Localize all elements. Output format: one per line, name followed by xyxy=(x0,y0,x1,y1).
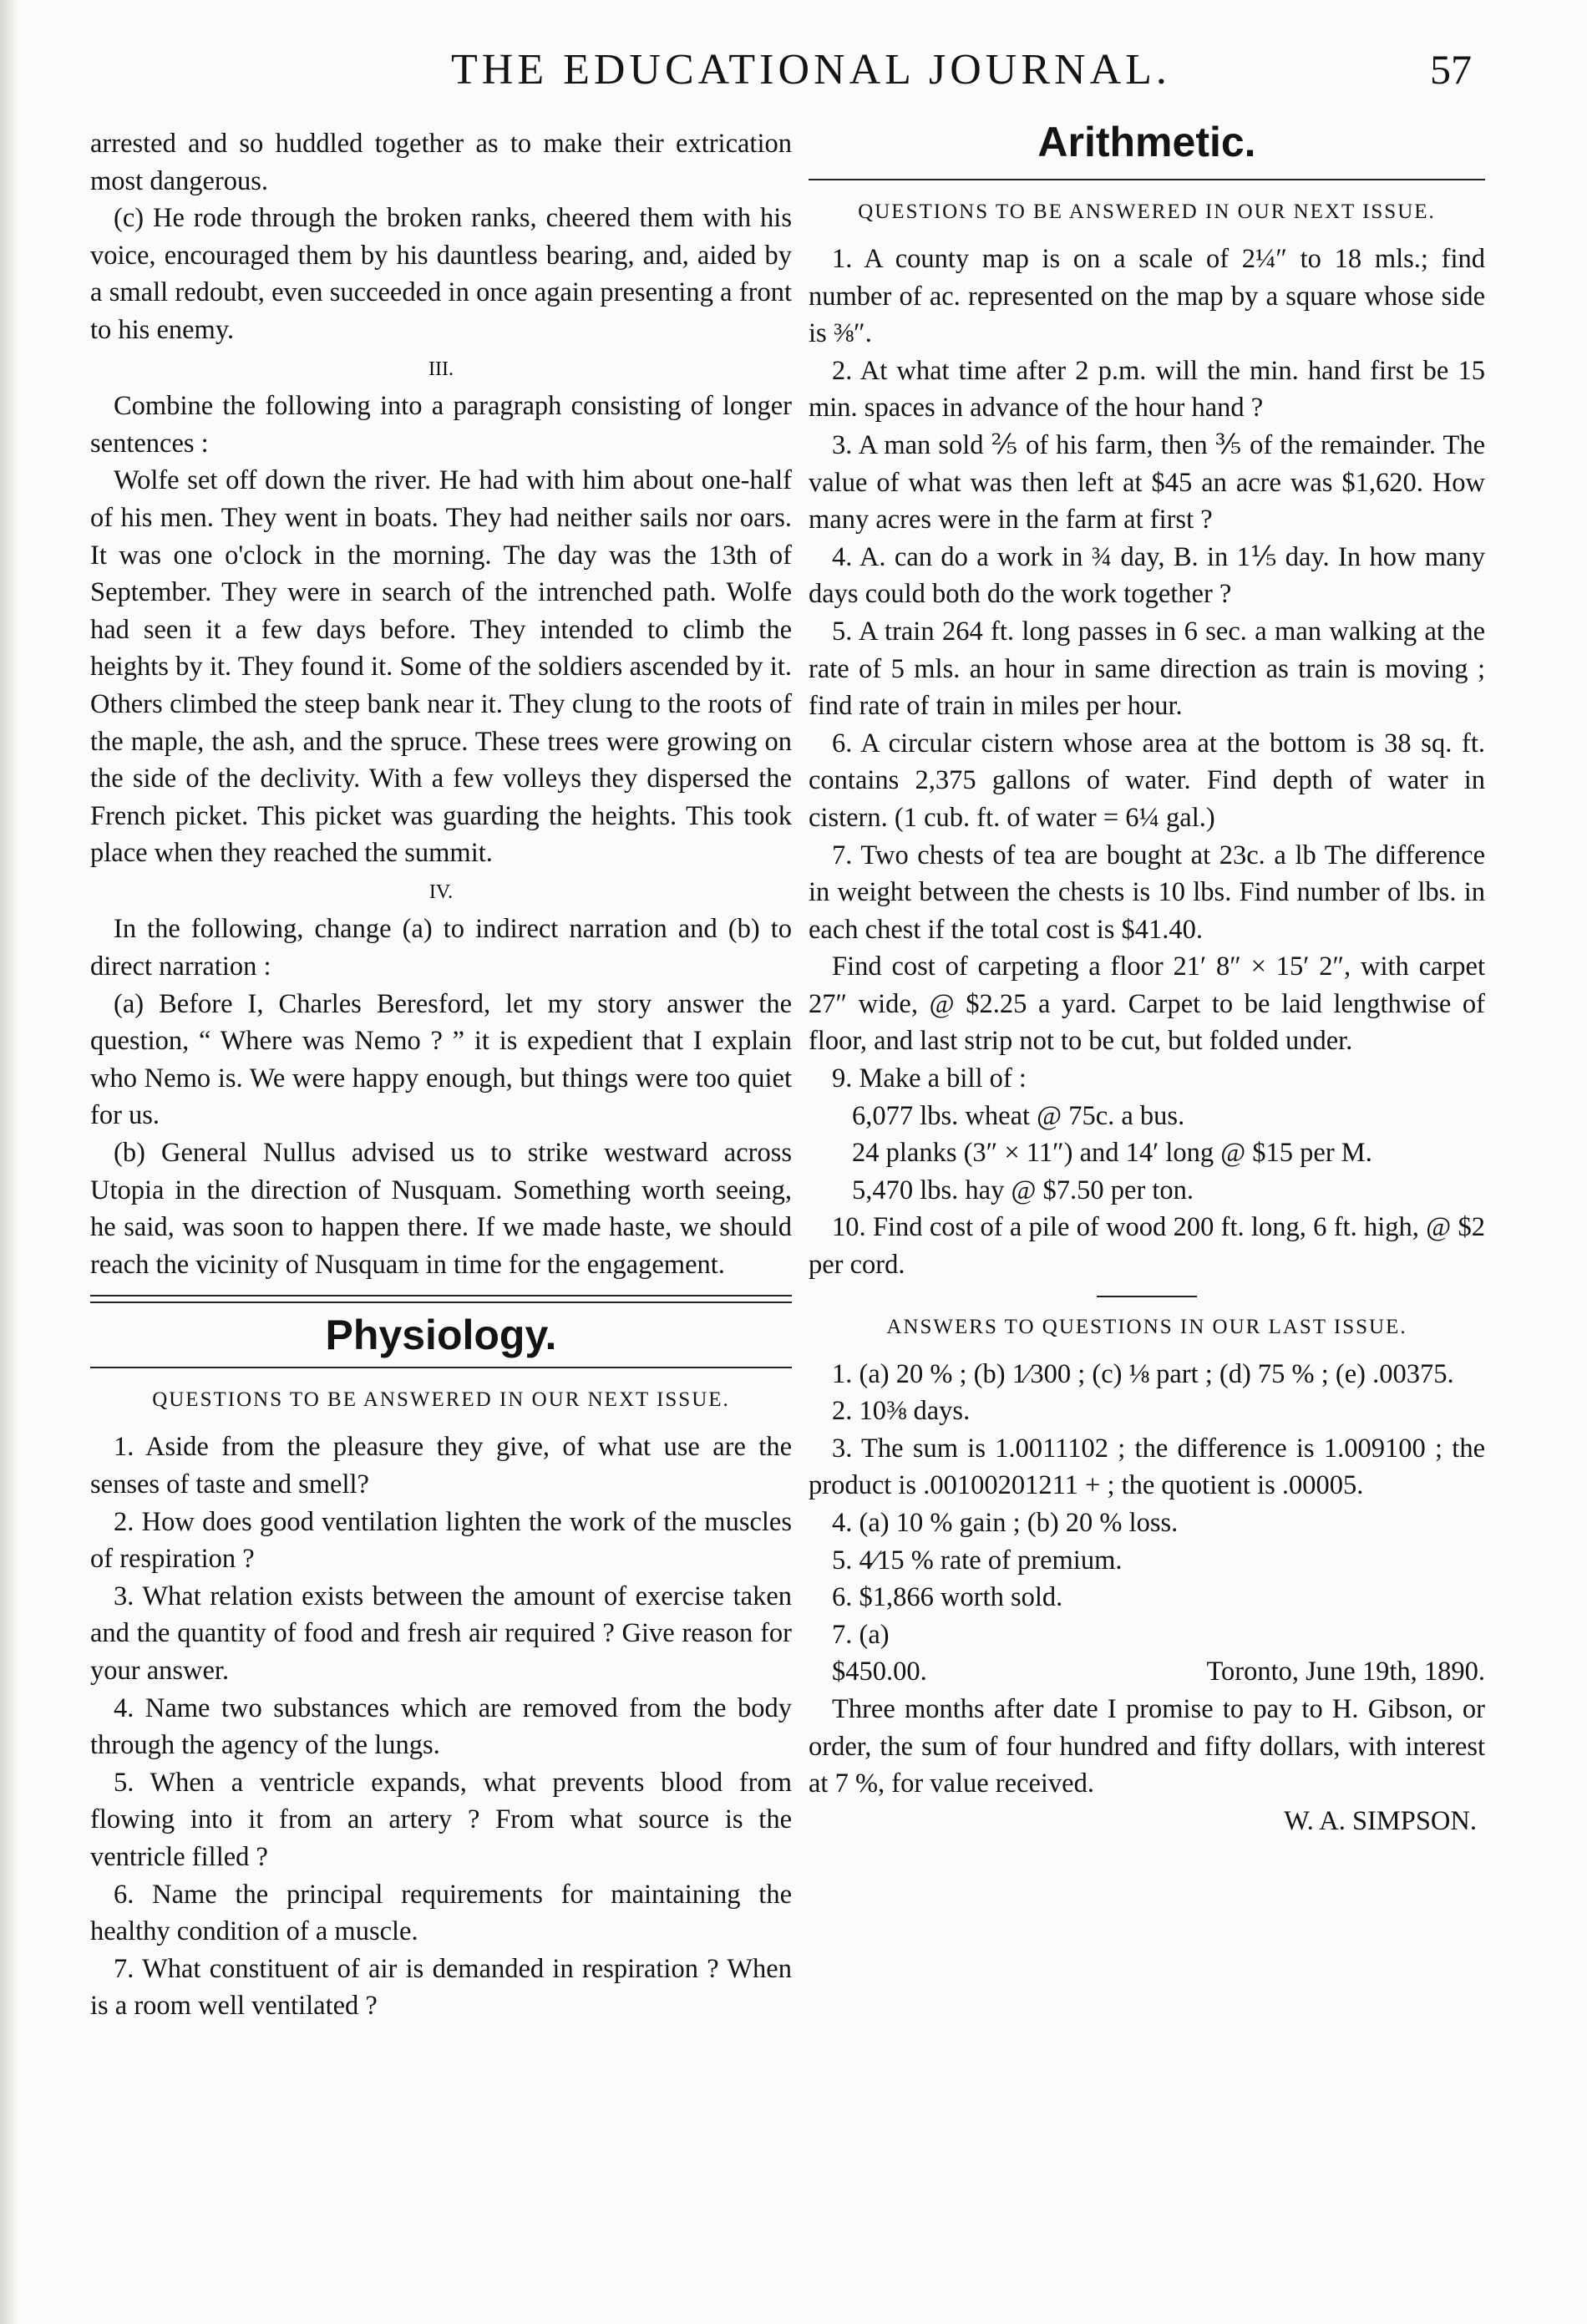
left-column xyxy=(90,125,792,2025)
question-item: 6. Name the principal requirements for maintaining the healthy condition of a muscle. xyxy=(90,1879,792,1947)
answer-item: 3. The sum is 1.0011102 ; the difference is 1.009100 ; the product is .00100201211 + ; the quotient is .00005. xyxy=(809,1433,1485,1501)
section-iv-part-b: (b) General Nullus advised us to strike westward across Utopia in the direction of Nusquam. Something worth seeing, he said, was soon to happen there. If we made haste, we should reach the vicinity of Nusquam in time for the engagement. xyxy=(90,1138,792,1280)
question-item: 5. When a ventricle expands, what prevents blood from flowing into it from an artery ? From what source is the ventricle filled ? xyxy=(90,1767,792,1872)
answer-item: 5. 4⁄15 % rate of premium. xyxy=(832,1545,1123,1576)
answer-item: 4. (a) 10 % gain ; (b) 20 % loss. xyxy=(832,1508,1179,1538)
question-item: 10. Find cost of a pile of wood 200 ft. long, 6 ft. high, @ $2 per cord. xyxy=(809,1212,1485,1281)
question-item: 4. Name two substances which are removed from the body through the agency of the lungs. xyxy=(90,1692,792,1761)
promissory-note-header xyxy=(809,1653,1485,1691)
question-item: 4. A. can do a work in ¾ day, B. in 1⅕ day. In how many days could both do the work together ? xyxy=(809,541,1485,610)
answer-item: 2. 10⅜ days. xyxy=(832,1396,971,1427)
scan-edge-shadow xyxy=(0,0,18,2324)
arithmetic-heading: Arithmetic. xyxy=(1037,119,1256,165)
note-amount: $450.00. xyxy=(832,1657,927,1687)
heading-rule xyxy=(90,1367,792,1368)
question-item: 5. A train 264 ft. long passes in 6 sec. a man walking at the rate of 5 mls. an hour in same direction as train is moving ; find rate of train in miles per hour. xyxy=(809,616,1485,722)
question-item: 2. How does good ventilation lighten the work of the muscles of respiration ? xyxy=(90,1506,792,1575)
paragraph: arrested and so huddled together as to make their extrication most dangerous. xyxy=(90,129,792,196)
bill-item: 6,077 lbs. wheat @ 75c. a bus. xyxy=(852,1100,1185,1131)
paragraph: (c) He rode through the broken ranks, cheered them with his voice, encouraged them by his dauntless bearing, and, aided by a small redoubt, even succeeded in once again presenting a front to his enemy. xyxy=(90,203,792,345)
answer-item: 7. (a) xyxy=(832,1619,890,1650)
question-item: 6. A circular cistern whose area at the bottom is 38 sq. ft. contains 2,375 gallons of water. Find depth of water in cistern. (1 cub. ft. of water = 6¼ gal.) xyxy=(809,728,1485,833)
question-9-label: 9. Make a bill of : xyxy=(832,1063,1027,1094)
bill-item: 5,470 lbs. hay @ $7.50 per ton. xyxy=(852,1175,1194,1205)
section-iii-instruction: Combine the following into a paragraph consisting of longer sentences : xyxy=(90,391,792,459)
physiology-heading: Physiology. xyxy=(325,1312,557,1359)
arithmetic-subheading: QUESTIONS TO BE ANSWERED IN OUR NEXT ISSUE. xyxy=(858,200,1436,223)
bill-item: 24 planks (3″ × 11″) and 14′ long @ $15 per M. xyxy=(852,1138,1372,1169)
answers-subheading: ANSWERS TO QUESTIONS IN OUR LAST ISSUE. xyxy=(886,1315,1407,1338)
question-item: 1. Aside from the pleasure they give, of what use are the senses of taste and smell? xyxy=(90,1432,792,1499)
question-item: 1. A county map is on a scale of 2¼″ to 18 mls.; find number of ac. represented on the map by a square whose side is ⅜″. xyxy=(809,244,1485,349)
heading-rule xyxy=(809,179,1485,180)
note-body: Three months after date I promise to pay to H. Gibson, or order, the sum of four hundred and fifty dollars, with interest at 7 %, for value received. xyxy=(809,1693,1485,1799)
question-item: 3. What relation exists between the amount of exercise taken and the quantity of food and fresh air required ? Give reason for your answer. xyxy=(90,1581,792,1686)
section-numeral-iii: III. xyxy=(428,358,454,380)
section-numeral-iv: IV. xyxy=(428,880,454,903)
note-signature: W. A. SIMPSON. xyxy=(1284,1805,1477,1836)
answer-item: 1. (a) 20 % ; (b) 1⁄300 ; (c) ⅛ part ; (d) 75 % ; (e) .00375. xyxy=(832,1358,1454,1389)
page-number: 57 xyxy=(1430,46,1472,93)
section-divider xyxy=(90,1295,792,1303)
section-iii-passage: Wolfe set off down the river. He had with him about one-half of his men. They went in boats. They had neither sails nor oars. It was one o'clock in the morning. The day was the 13th of September. They were in search of the intrenched path. Wolfe had seen it a few days before. They intended to climb the heights by it. They found it. Some of the soldiers ascended by it. Others climbed the steep bank near it. They clung to the roots of the maple, the ash, and the spruce. These trees were growing on the side of the declivity. With a few volleys they dispersed the French picket. This picket was guarding the heights. This took place when they reached the summit. xyxy=(90,465,792,869)
note-place-date: Toronto, June 19th, 1890. xyxy=(1206,1657,1485,1687)
question-item: 7. What constituent of air is demanded in respiration ? When is a room well ventilated ? xyxy=(90,1953,792,2022)
page-header xyxy=(0,33,1587,100)
section-iv-instruction: In the following, change (a) to indirect narration and (b) to direct narration : xyxy=(90,914,792,982)
journal-title: THE EDUCATIONAL JOURNAL. xyxy=(451,46,1171,94)
right-column xyxy=(809,117,1485,1839)
question-item: 3. A man sold ⅖ of his farm, then ⅗ of the remainder. The value of what was then left at $45 an acre was $1,620. How many acres were in the farm at first ? xyxy=(809,429,1485,535)
short-divider xyxy=(1097,1296,1197,1297)
question-item: 2. At what time after 2 p.m. will the min. hand first be 15 min. spaces in advance of the hour hand ? xyxy=(809,355,1485,424)
physiology-subheading: QUESTIONS TO BE ANSWERED IN OUR NEXT ISSUE. xyxy=(152,1388,730,1412)
answer-item: 6. $1,866 worth sold. xyxy=(832,1582,1063,1613)
section-iv-part-a: (a) Before I, Charles Beresford, let my story answer the question, “ Where was Nemo ? ” it is expedient that I explain who Nemo is. We were happy enough, but things were too quiet for us. xyxy=(90,988,792,1131)
question-item: Find cost of carpeting a floor 21′ 8″ × 15′ 2″, with carpet 27″ wide, @ $2.25 a yard. Carpet to be laid lengthwise of floor, and last strip not to be cut, but folded under. xyxy=(809,951,1485,1057)
question-item: 7. Two chests of tea are bought at 23c. a lb The difference in weight between the chests is 10 lbs. Find number of lbs. in each chest if the total cost is $41.40. xyxy=(809,840,1485,945)
